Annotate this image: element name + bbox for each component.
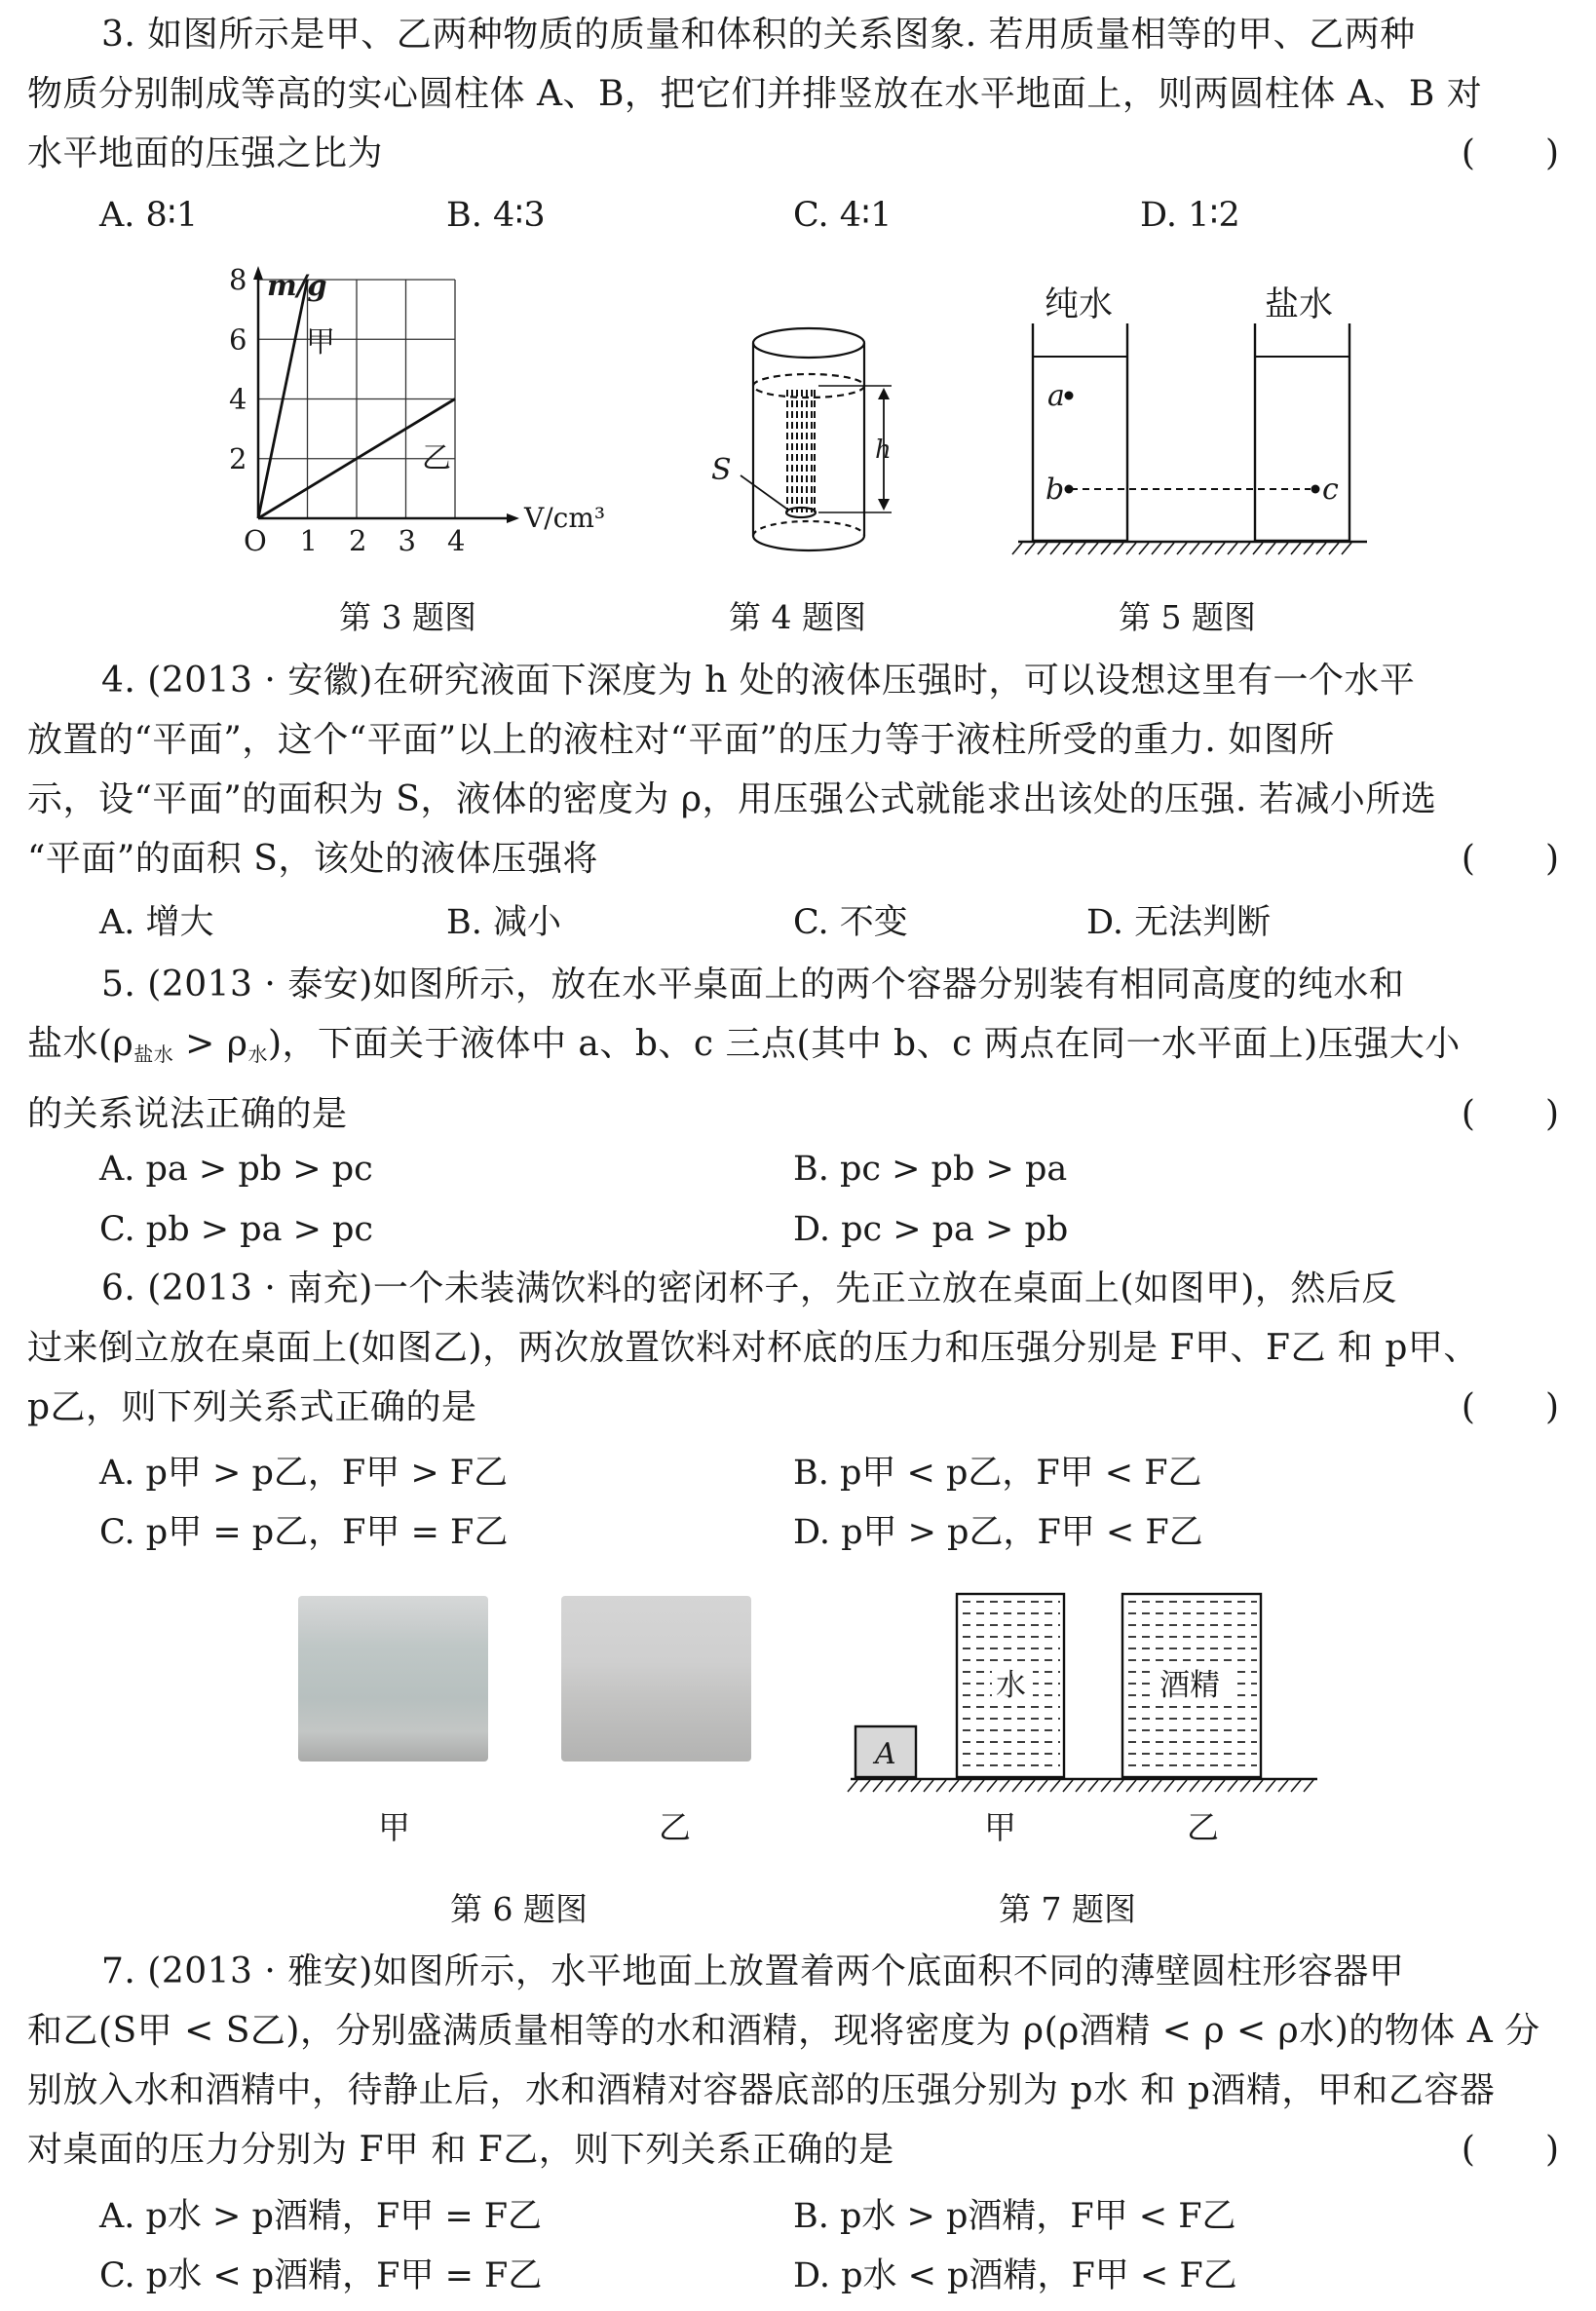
- hatch-line: [873, 1780, 883, 1792]
- hatch-line: [1253, 1780, 1263, 1792]
- hatch-line: [1202, 543, 1212, 554]
- fig5-point-a: [1065, 392, 1074, 400]
- fig4-cylinder-top: [753, 328, 864, 358]
- fig7-label-yi: 乙: [1187, 1808, 1219, 1846]
- hatch-line: [1139, 543, 1149, 554]
- fig3-x-tick-label: 3: [398, 524, 416, 557]
- hatch-line: [1038, 543, 1047, 554]
- hatch-line: [898, 1780, 908, 1792]
- hatch-line: [1152, 543, 1161, 554]
- hatch-line: [1342, 543, 1351, 554]
- hatch-line: [1050, 1780, 1060, 1792]
- hatch-line: [1139, 1780, 1149, 1792]
- q5-option-b: B. pc > pb > pa: [793, 1150, 1068, 1189]
- q5-line-3: [27, 1084, 1573, 1144]
- q4-option-b: B. 减小: [446, 903, 561, 942]
- fig3-y-arrow: [253, 266, 263, 280]
- hatch-line: [1215, 543, 1225, 554]
- hatch-line: [1215, 1780, 1225, 1792]
- q4-line-3: 示，设“平面”的面积为 S，液体的密度为 ρ，用压强公式就能求出该处的压强. 若减小所选: [27, 779, 1437, 819]
- fig5-label-pure-water: 纯水: [1045, 285, 1114, 324]
- q6-line-2: 过来倒立放在桌面上(如图乙)，两次放置饮料对杯底的压力和压强分别是 F甲、F乙 和 p甲、: [27, 1328, 1479, 1368]
- hatch-line: [1316, 543, 1326, 554]
- hatch-line: [1304, 1780, 1313, 1792]
- fig3-line-yi-label: 乙: [422, 441, 451, 475]
- q7-option-b: B. p水 > p酒精，F甲 < F乙: [793, 2197, 1236, 2236]
- fig4-label-s: S: [711, 453, 732, 487]
- hatch-line: [1012, 1780, 1022, 1792]
- fig7-containers: [848, 1588, 1325, 1802]
- hatch-line: [987, 1780, 997, 1792]
- q5-line-1: 5. (2013 · 泰安)如图所示，放在水平桌面上的两个容器分别装有相同高度的纯水和: [101, 965, 1405, 1004]
- fig3-x-tick-label: 4: [447, 524, 466, 557]
- fig5-containers: [1008, 322, 1379, 575]
- hatch-line: [1278, 543, 1288, 554]
- hatch-line: [1266, 543, 1275, 554]
- q7-line-3: 别放入水和酒精中，待静止后，水和酒精对容器底部的压强分别为 p水 和 p酒精，甲和乙容器: [27, 2070, 1496, 2110]
- hatch-line: [1025, 543, 1035, 554]
- hatch-line: [1126, 543, 1136, 554]
- fig5-label-c: c: [1322, 473, 1339, 507]
- fig7-caption: 第 7 题图: [999, 1890, 1136, 1928]
- q3-line-3-text: 水平地面的压强之比为: [27, 133, 384, 173]
- q4-option-d: D. 无法判断: [1086, 903, 1272, 942]
- q5-answer-bracket: ( ): [1461, 1094, 1559, 1134]
- q4-line-4-text: “平面”的面积 S，该处的液体压强将: [27, 839, 598, 879]
- hatch-line: [860, 1780, 870, 1792]
- fig7-label-water: 水: [996, 1668, 1026, 1703]
- fig3-x-tick-label: 2: [349, 524, 367, 557]
- fig3-y-tick-label: 2: [229, 441, 247, 475]
- q6-option-b: B. p甲 < p乙，F甲 < F乙: [793, 1454, 1202, 1493]
- q5-option-a: A. pa > pb > pc: [99, 1150, 373, 1189]
- fig3-y-label: m/g: [267, 269, 327, 302]
- hatch-line: [848, 1780, 857, 1792]
- q4-line-2: 放置的“平面”，这个“平面”以上的液柱对“平面”的压力等于液柱所受的重力. 如图所: [27, 720, 1335, 760]
- hatch-line: [1000, 1780, 1009, 1792]
- q7-line-4-text: 对桌面的压力分别为 F甲 和 F乙，则下列关系正确的是: [27, 2130, 894, 2170]
- q7-line-1: 7. (2013 · 雅安)如图所示，水平地面上放置着两个底面积不同的薄壁圆柱形容器甲: [101, 1951, 1405, 1991]
- hatch-line: [1164, 543, 1174, 554]
- hatch-line: [1126, 1780, 1136, 1792]
- hatch-line: [1177, 1780, 1187, 1792]
- hatch-line: [1101, 1780, 1111, 1792]
- fig3-origin: O: [244, 524, 267, 557]
- fig3-y-tick-label: 8: [229, 263, 247, 296]
- fig3-caption: 第 3 题图: [339, 598, 476, 636]
- hatch-line: [886, 1780, 895, 1792]
- question-5: [27, 955, 1573, 1144]
- fig6-label-jia: 甲: [378, 1808, 410, 1846]
- fig5-ground-hatch: [1012, 543, 1351, 554]
- hatch-line: [1063, 543, 1073, 554]
- fig3-line-jia-label: 甲: [306, 325, 335, 360]
- q3-option-b: B. 4∶3: [446, 196, 546, 235]
- hatch-line: [1088, 543, 1098, 554]
- fig3-graph: [214, 258, 606, 570]
- question-3: [27, 5, 1573, 183]
- q4-line-4: [27, 829, 1573, 889]
- hatch-line: [1114, 1780, 1123, 1792]
- hatch-line: [974, 1780, 984, 1792]
- hatch-line: [1202, 1780, 1212, 1792]
- hatch-line: [1266, 1780, 1275, 1792]
- q7-answer-bracket: ( ): [1461, 2130, 1559, 2170]
- hatch-line: [1240, 543, 1250, 554]
- hatch-line: [1190, 543, 1199, 554]
- q3-answer-bracket: ( ): [1461, 133, 1559, 173]
- q5-line-3-text: 的关系说法正确的是: [27, 1094, 348, 1134]
- fig6-photo-upright-cup: [298, 1596, 488, 1762]
- q6-answer-bracket: ( ): [1461, 1387, 1559, 1427]
- hatch-line: [1304, 543, 1313, 554]
- q6-option-c: C. p甲 = p乙，F甲 = F乙: [99, 1513, 509, 1552]
- q3-option-d: D. 1∶2: [1140, 196, 1240, 235]
- fig7-label-alcohol: 酒精: [1159, 1668, 1220, 1703]
- fig5-label-a: a: [1047, 379, 1065, 413]
- hatch-line: [1101, 543, 1111, 554]
- q6-line-1: 6. (2013 · 南充)一个未装满饮料的密闭杯子，先正立放在桌面上(如图甲)，然后反: [101, 1269, 1397, 1308]
- q7-option-a: A. p水 > p酒精，F甲 = F乙: [99, 2197, 543, 2236]
- hatch-line: [1253, 543, 1263, 554]
- fig6-photo-inverted-cup: [561, 1596, 751, 1762]
- fig4-s-leader: [741, 475, 789, 511]
- q6-line-3-text: p乙，则下列关系式正确的是: [27, 1387, 477, 1427]
- hatch-line: [1177, 543, 1187, 554]
- fig3-x-arrow: [507, 513, 519, 523]
- fig7-label-a: A: [875, 1737, 896, 1771]
- q5-option-d: D. pc > pa > pb: [793, 1210, 1069, 1249]
- q7-option-d: D. p水 < p酒精，F甲 < F乙: [793, 2256, 1237, 2295]
- hatch-line: [1012, 543, 1022, 554]
- fig6-label-yi: 乙: [659, 1808, 691, 1846]
- q7-option-c: C. p水 < p酒精，F甲 = F乙: [99, 2256, 543, 2295]
- q6-option-d: D. p甲 > p乙，F甲 < F乙: [793, 1513, 1203, 1552]
- hatch-line: [1291, 543, 1301, 554]
- hatch-line: [1025, 1780, 1035, 1792]
- q5-option-c: C. pb > pa > pc: [99, 1210, 374, 1249]
- fig5-label-b: b: [1045, 473, 1065, 507]
- hatch-line: [949, 1780, 959, 1792]
- hatch-line: [1291, 1780, 1301, 1792]
- q3-line-1: 3. 如图所示是甲、乙两种物质的质量和体积的关系图象. 若用质量相等的甲、乙两种: [101, 15, 1416, 55]
- fig3-x-tick-label: 1: [299, 524, 318, 557]
- q4-option-a: A. 增大: [99, 903, 214, 942]
- hatch-line: [1228, 1780, 1237, 1792]
- hatch-line: [1076, 1780, 1085, 1792]
- hatch-line: [1164, 1780, 1174, 1792]
- hatch-line: [1050, 543, 1060, 554]
- fig7-label-jia: 甲: [984, 1808, 1016, 1846]
- hatch-line: [1114, 543, 1123, 554]
- question-6: [27, 1259, 1573, 1437]
- q3-line-2: 物质分别制成等高的实心圆柱体 A、B，把它们并排竖放在水平地面上，则两圆柱体 A、B 对: [27, 74, 1483, 114]
- q7-line-2: 和乙(S甲 < S乙)，分别盛满质量相等的水和酒精，现将密度为 ρ(ρ酒精 < ρ < ρ水)的物体 A 分: [27, 2011, 1540, 2051]
- q3-option-c: C. 4∶1: [793, 196, 893, 235]
- fig6-caption: 第 6 题图: [450, 1890, 588, 1928]
- hatch-line: [936, 1780, 946, 1792]
- hatch-line: [1076, 543, 1085, 554]
- hatch-line: [924, 1780, 933, 1792]
- q5-line-2: 盐水$(\rho_{盐水} > \rho_水)$，下面关于液体中 a、b、c 三点(其中 b、c 两点在同一水平面上)压强大小: [27, 1024, 1461, 1066]
- fig5-point-c: [1311, 485, 1320, 494]
- fig4-label-h: h: [875, 436, 892, 465]
- fig3-x-label: V/cm³: [524, 502, 606, 534]
- question-7: [27, 1942, 1573, 2179]
- hatch-line: [911, 1780, 921, 1792]
- q6-line-3: [27, 1378, 1573, 1437]
- fig4-caption: 第 4 题图: [729, 598, 866, 636]
- q4-option-c: C. 不变: [793, 903, 908, 942]
- hatch-line: [1038, 1780, 1047, 1792]
- hatch-line: [1190, 1780, 1199, 1792]
- q7-line-4: [27, 2120, 1573, 2179]
- hatch-line: [1329, 543, 1339, 554]
- hatch-line: [1240, 1780, 1250, 1792]
- fig4-cylinder-bottom: [753, 536, 864, 550]
- hatch-line: [1228, 543, 1237, 554]
- q3-option-a: A. 8∶1: [99, 196, 199, 235]
- q4-answer-bracket: ( ): [1461, 839, 1559, 879]
- fig3-y-tick-label: 4: [229, 382, 247, 416]
- fig3-grid: [258, 280, 455, 518]
- fig5-caption: 第 5 题图: [1119, 598, 1256, 636]
- fig4-cylinder-bottom-back: [753, 521, 864, 536]
- hatch-line: [1063, 1780, 1073, 1792]
- q6-option-a: A. p甲 > p乙，F甲 > F乙: [99, 1454, 509, 1493]
- fig3-axes: [258, 278, 507, 518]
- fig3-y-tick-label: 6: [229, 322, 247, 357]
- fig4-cylinder: [682, 312, 955, 585]
- fig5-point-b: [1065, 485, 1074, 494]
- q4-line-1: 4. (2013 · 安徽)在研究液面下深度为 h 处的液体压强时，可以设想这里有一个水平: [101, 661, 1416, 701]
- hatch-line: [1278, 1780, 1288, 1792]
- fig7-ground-hatch: [848, 1780, 1313, 1792]
- q3-line-3: [27, 124, 1573, 183]
- fig5-label-salt-water: 盐水: [1265, 285, 1334, 324]
- question-4: [27, 651, 1573, 889]
- hatch-line: [1088, 1780, 1098, 1792]
- hatch-line: [1152, 1780, 1161, 1792]
- hatch-line: [962, 1780, 971, 1792]
